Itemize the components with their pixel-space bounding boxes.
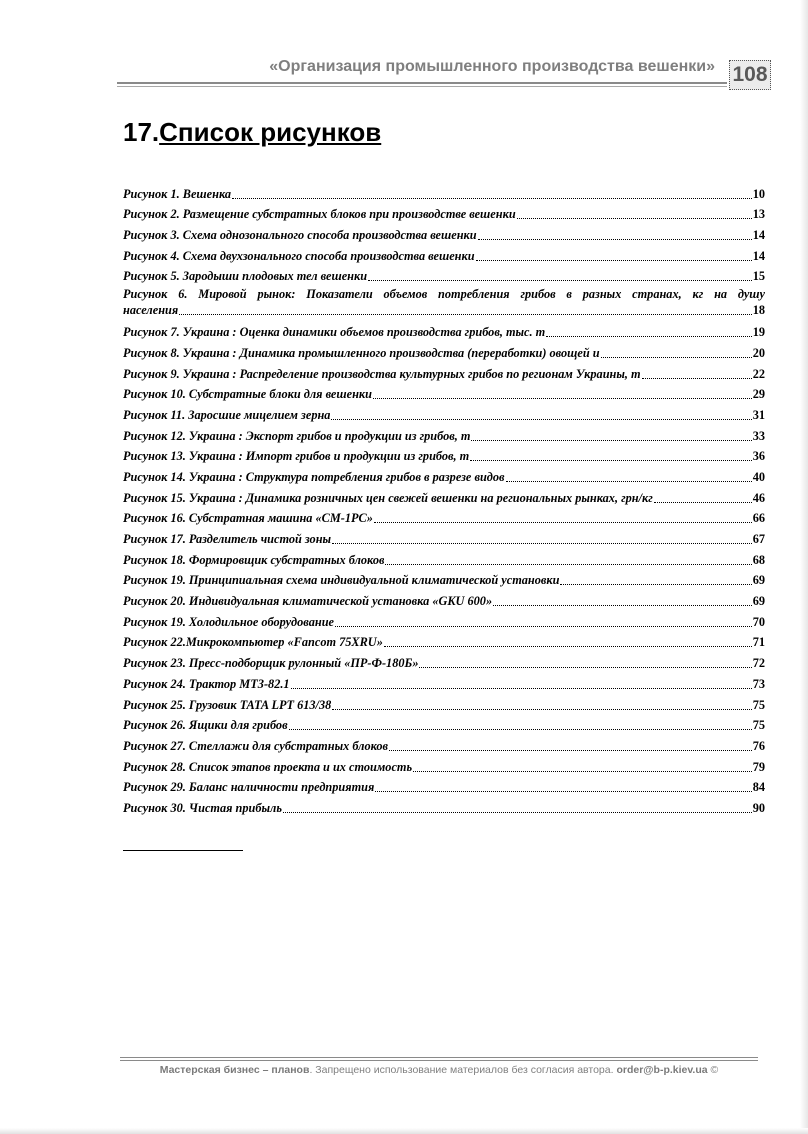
toc-dot-leader (389, 750, 752, 751)
toc-entry-label: Рисунок 5. Зародыши плодовых тел вешенки (123, 269, 368, 284)
toc-dot-leader (546, 336, 751, 337)
toc-entry-page: 67 (752, 532, 765, 546)
toc-entry[interactable] (123, 340, 765, 361)
toc-entry-label: Рисунок 4. Схема двухзонального способа производства вешенки (123, 248, 475, 263)
toc-entry-label-continued: населения (123, 303, 179, 318)
list-of-figures (123, 181, 765, 816)
section-heading (123, 117, 381, 148)
toc-entry-label: Рисунок 18. Формировщик субстратных блоков (123, 552, 385, 567)
toc-dot-leader (517, 218, 752, 219)
toc-entry-label: Рисунок 22.Микрокомпьютер «Fancom 75XRU» (123, 635, 383, 650)
toc-entry-page: 14 (752, 228, 765, 243)
toc-entry-page: 36 (752, 449, 765, 464)
toc-entry[interactable] (123, 464, 765, 485)
toc-entry[interactable] (123, 485, 765, 506)
toc-dot-leader (601, 357, 752, 358)
toc-dot-leader (560, 584, 751, 585)
toc-entry-label: Рисунок 12. Украина : Экспорт грибов и продукции из грибов, т (123, 428, 471, 443)
toc-dot-leader (471, 440, 751, 441)
toc-dot-leader (373, 398, 752, 399)
toc-dot-leader (283, 812, 752, 813)
toc-entry[interactable] (123, 609, 765, 630)
toc-entry[interactable] (123, 671, 765, 692)
toc-dot-leader (374, 522, 752, 523)
toc-entry[interactable] (123, 181, 765, 202)
toc-entry-label: Рисунок 16. Субстратная машина «СМ-1РС» (123, 511, 373, 526)
toc-entry-label: Рисунок 30. Чистая прибыль (123, 800, 282, 815)
toc-dot-leader (642, 378, 752, 379)
toc-entry[interactable] (123, 568, 765, 589)
toc-entry[interactable] (123, 382, 765, 403)
toc-entry[interactable] (123, 402, 765, 423)
toc-entry-label: Рисунок 26. Ящики для грибов (123, 718, 288, 733)
toc-entry-label: Рисунок 17. Разделитель чистой зоны (123, 532, 332, 546)
toc-entry[interactable] (123, 319, 765, 340)
toc-entry[interactable] (123, 243, 765, 264)
toc-entry-page: 15 (752, 269, 765, 284)
toc-entry[interactable] (123, 202, 765, 223)
toc-entry-page: 66 (752, 511, 765, 526)
footer-brand: Мастерская бизнес – планов (159, 1064, 310, 1076)
toc-entry[interactable] (123, 630, 765, 651)
toc-entry-label: Рисунок 29. Баланс наличности предприятия (123, 780, 375, 795)
toc-entry-label: Рисунок 28. Список этапов проекта и их стоимость (123, 759, 413, 774)
toc-entry-page: 75 (752, 718, 765, 733)
toc-entry[interactable] (123, 444, 765, 465)
toc-entry[interactable] (123, 526, 765, 547)
toc-entry[interactable] (123, 588, 765, 609)
toc-entry-label: Рисунок 19. Принципиальная схема индивидуальной климатической установки (123, 573, 560, 588)
toc-entry[interactable] (123, 361, 765, 382)
toc-entry-label: Рисунок 7. Украина : Оценка динамики объемов производства грибов, тыс. т (123, 325, 546, 340)
toc-entry-page: 71 (752, 635, 765, 650)
toc-entry[interactable] (123, 284, 765, 319)
toc-entry-label: Рисунок 10. Субстратные блоки для вешенки (123, 387, 372, 402)
toc-entry-page: 46 (752, 490, 765, 505)
toc-entry-label: Рисунок 15. Украина : Динамика розничных цен свежей вешенки на региональных рынках, грн/кг (123, 490, 653, 505)
toc-entry-page: 20 (752, 345, 765, 360)
toc-dot-leader (289, 729, 752, 730)
toc-entry-label: Рисунок 14. Украина : Структура потребления грибов в разрезе видов (123, 469, 505, 484)
toc-dot-leader (368, 280, 752, 281)
footnote-separator (123, 850, 243, 851)
toc-dot-leader (493, 605, 752, 606)
toc-entry-page: 13 (752, 207, 765, 222)
toc-entry[interactable] (123, 713, 765, 734)
page-number-badge: 108 (729, 60, 771, 90)
toc-entry-page: 79 (752, 759, 765, 774)
toc-entry-page: 40 (752, 469, 765, 484)
toc-dot-leader (331, 419, 751, 420)
toc-entry-label: Рисунок 1. Вешенка (123, 186, 232, 201)
toc-entry-page: 69 (752, 594, 765, 609)
toc-dot-leader (332, 709, 751, 710)
toc-entry-label: Рисунок 3. Схема однозонального способа производства вешенки (123, 228, 477, 243)
toc-entry-page: 84 (752, 780, 765, 795)
toc-entry-line2 (123, 301, 765, 318)
toc-entry[interactable] (123, 754, 765, 775)
toc-entry-page: 31 (752, 407, 765, 422)
toc-dot-leader (375, 791, 751, 792)
toc-dot-leader (476, 260, 752, 261)
toc-entry-page: 68 (752, 552, 765, 567)
toc-entry-label: Рисунок 24. Трактор МТЗ-82.1 (123, 676, 290, 691)
toc-dot-leader (470, 460, 751, 461)
toc-entry-label: Рисунок 27. Стеллажи для субстратных блоков (123, 738, 389, 753)
toc-entry-label: Рисунок 23. Пресс-подборщик рулонный «ПР-Ф-180Б» (123, 656, 419, 671)
toc-entry-label: Рисунок 2. Размещение субстратных блоков при производстве вешенки (123, 207, 516, 222)
toc-entry[interactable] (123, 547, 765, 568)
toc-entry[interactable] (123, 506, 765, 527)
toc-entry-page: 33 (752, 428, 765, 443)
page-footer (120, 1064, 758, 1076)
toc-dot-leader (384, 646, 752, 647)
toc-entry-page: 69 (752, 573, 765, 588)
toc-entry[interactable] (123, 733, 765, 754)
toc-entry-page: 76 (752, 738, 765, 753)
toc-entry-page: 29 (752, 387, 765, 402)
toc-entry-label: Рисунок 13. Украина : Импорт грибов и продукции из грибов, т (123, 449, 470, 464)
toc-dot-leader (291, 688, 752, 689)
toc-entry-page: 22 (752, 366, 765, 381)
toc-entry-page: 73 (752, 676, 765, 691)
toc-dot-leader (413, 771, 752, 772)
toc-entry-label: Рисунок 20. Индивидуальная климатической установка «GKU 600» (123, 594, 493, 609)
toc-entry[interactable] (123, 650, 765, 671)
toc-dot-leader (419, 667, 751, 668)
toc-entry-page: 19 (752, 325, 765, 340)
copyright-icon: © (707, 1064, 719, 1076)
toc-dot-leader (179, 314, 752, 315)
toc-entry[interactable] (123, 795, 765, 816)
toc-entry-label: Рисунок 11. Заросшие мицелием зерна (123, 407, 331, 422)
footer-rule (120, 1057, 758, 1061)
toc-dot-leader (478, 239, 752, 240)
toc-entry-label: Рисунок 8. Украина : Динамика промышленного производства (переработки) овощей и (123, 345, 600, 360)
toc-entry[interactable] (123, 423, 765, 444)
toc-dot-leader (654, 502, 752, 503)
header-rule (117, 82, 727, 87)
toc-entry-page: 18 (752, 303, 765, 318)
page-shadow-right (800, 0, 808, 1134)
footer-email-link[interactable]: order@b-p.kiev.ua (616, 1064, 708, 1076)
page-shadow-bottom (0, 1128, 808, 1134)
toc-entry-page: 70 (752, 614, 765, 629)
toc-dot-leader (332, 543, 752, 544)
toc-entry-page: 72 (752, 656, 765, 671)
toc-entry-label: Рисунок 19. Холодильное оборудование (123, 614, 334, 629)
toc-entry-label: Рисунок 9. Украина : Распределение производства культурных грибов по регионам Украины, т (123, 366, 641, 381)
running-header-title: «Организация промышленного производства вешенки» (269, 58, 715, 75)
toc-entry[interactable] (123, 264, 765, 285)
toc-entry-label: Рисунок 25. Грузовик TATA LPT 613/38 (123, 697, 332, 712)
toc-dot-leader (385, 564, 751, 565)
toc-entry[interactable] (123, 775, 765, 796)
section-number: 17. (123, 117, 160, 147)
footer-notice: . Запрещено использование материалов без согласия автора. (309, 1064, 617, 1076)
toc-entry-label: Рисунок 6. Мировой рынок: Показатели объемов потребления грибов в разных странах, кг на душу (123, 287, 765, 302)
toc-entry-page: 75 (752, 697, 765, 712)
toc-entry-page: 14 (752, 248, 765, 263)
toc-entry[interactable] (123, 692, 765, 713)
toc-dot-leader (232, 198, 752, 199)
section-title-text: Список рисунков (159, 117, 382, 147)
toc-dot-leader (506, 481, 752, 482)
toc-entry[interactable] (123, 222, 765, 243)
toc-entry-page: 90 (752, 800, 765, 815)
toc-dot-leader (335, 626, 752, 627)
toc-entry-page: 10 (752, 186, 765, 201)
